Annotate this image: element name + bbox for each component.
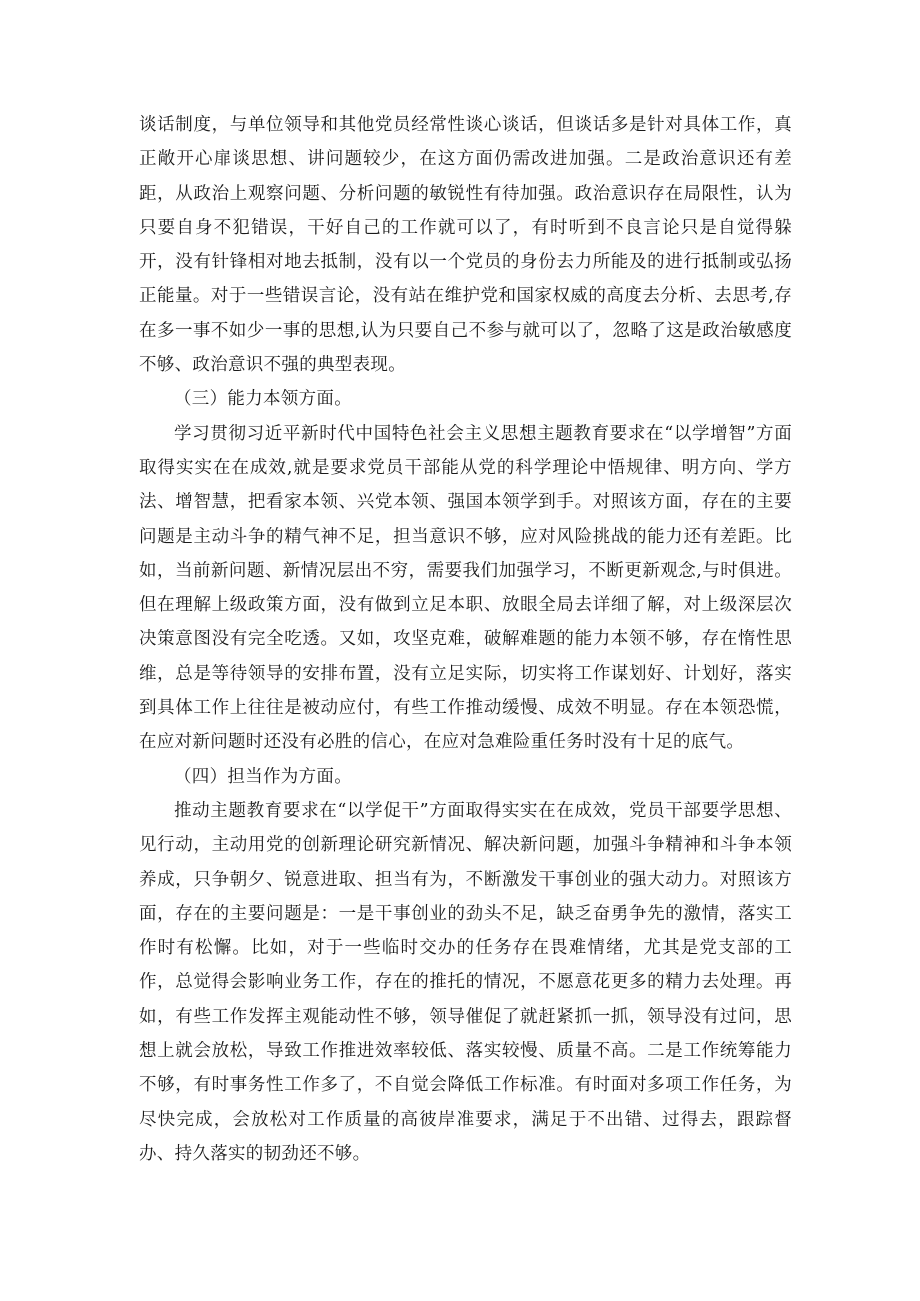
paragraph-ability: 学习贯彻习近平新时代中国特色社会主义思想主题教育要求在“以学增智”方面取得实实在在成效,就是要求党员干部能从党的科学理论中悟规律、明方向、学方法、增智慧，把看家本领、兴党本领、强国本领学到手。对照该方面，存在的主要问题是主动斗争的精气神不足，担当意识不够，应对风险挑战的能力还有差距。比如，当前新问题、新情况层出不穷，需要我们加强学习，不断更新观念,与时俱进。但在理解上级政策方面，没有做到立足本职、放眼全局去详细了解，对上级深层次决策意图没有完全吃透。又如，攻坚克难，破解难题的能力本领不够，存在惰性思维，总是等待领导的安排布置，没有立足实际，切实将工作谋划好、计划好，落实到具体工作上往往是被动应付，有些工作推动缓慢、成效不明显。存在本领恐慌，在应对新问题时还没有必胜的信心，在应对急难险重任务时没有十足的底气。 xyxy=(139,423,792,753)
section-heading-ability: （三）能力本领方面。 xyxy=(174,389,352,410)
paragraph-political-awareness: 谈话制度，与单位领导和其他党员经常性谈心谈话，但谈话多是针对具体工作，真正敞开心扉谈思想、讲问题较少，在这方面仍需改进加强。二是政治意识还有差距，从政治上观察问题、分析问题的敏锐性有待加强。政治意识存在局限性，认为只要自身不犯错误，干好自己的工作就可以了，有时听到不良言论只是自觉得躲开，没有针锋相对地去抵制，没有以一个党员的身份去力所能及的进行抵制或弘扬正能量。对于一些错误言论，没有站在维护党和国家权威的高度去分析、去思考,存在多一事不如少一事的思想,认为只要自己不参与就可以了，忽略了这是政治敏感度不够、政治意识不强的典型表现。 xyxy=(139,115,792,376)
section-heading-responsibility: （四）担当作为方面。 xyxy=(174,766,352,787)
document-page xyxy=(139,108,792,1171)
paragraph-responsibility: 推动主题教育要求在“以学促干”方面取得实实在在成效，党员干部要学思想、见行动，主动用党的创新理论研究新情况、解决新问题，加强斗争精神和斗争本领养成，只争朝夕、锐意进取、担当有为，不断激发干事创业的强大动力。对照该方面，存在的主要问题是：一是干事创业的劲头不足，缺乏奋勇争先的激情，落实工作时有松懈。比如，对于一些临时交办的任务存在畏难情绪，尤其是党支部的工作，总觉得会影响业务工作，存在的推托的情况，不愿意花更多的精力去处理。再如，有些工作发挥主观能动性不够，领导催促了就赶紧抓一抓，领导没有过问，思想上就会放松，导致工作推进效率较低、落实较慢、质量不高。二是工作统筹能力不够，有时事务性工作多了，不自觉会降低工作标准。有时面对多项工作任务，为尽快完成，会放松对工作质量的高彼岸准要求，满足于不出错、过得去，跟踪督办、持久落实的韧劲还不够。 xyxy=(139,800,792,1164)
